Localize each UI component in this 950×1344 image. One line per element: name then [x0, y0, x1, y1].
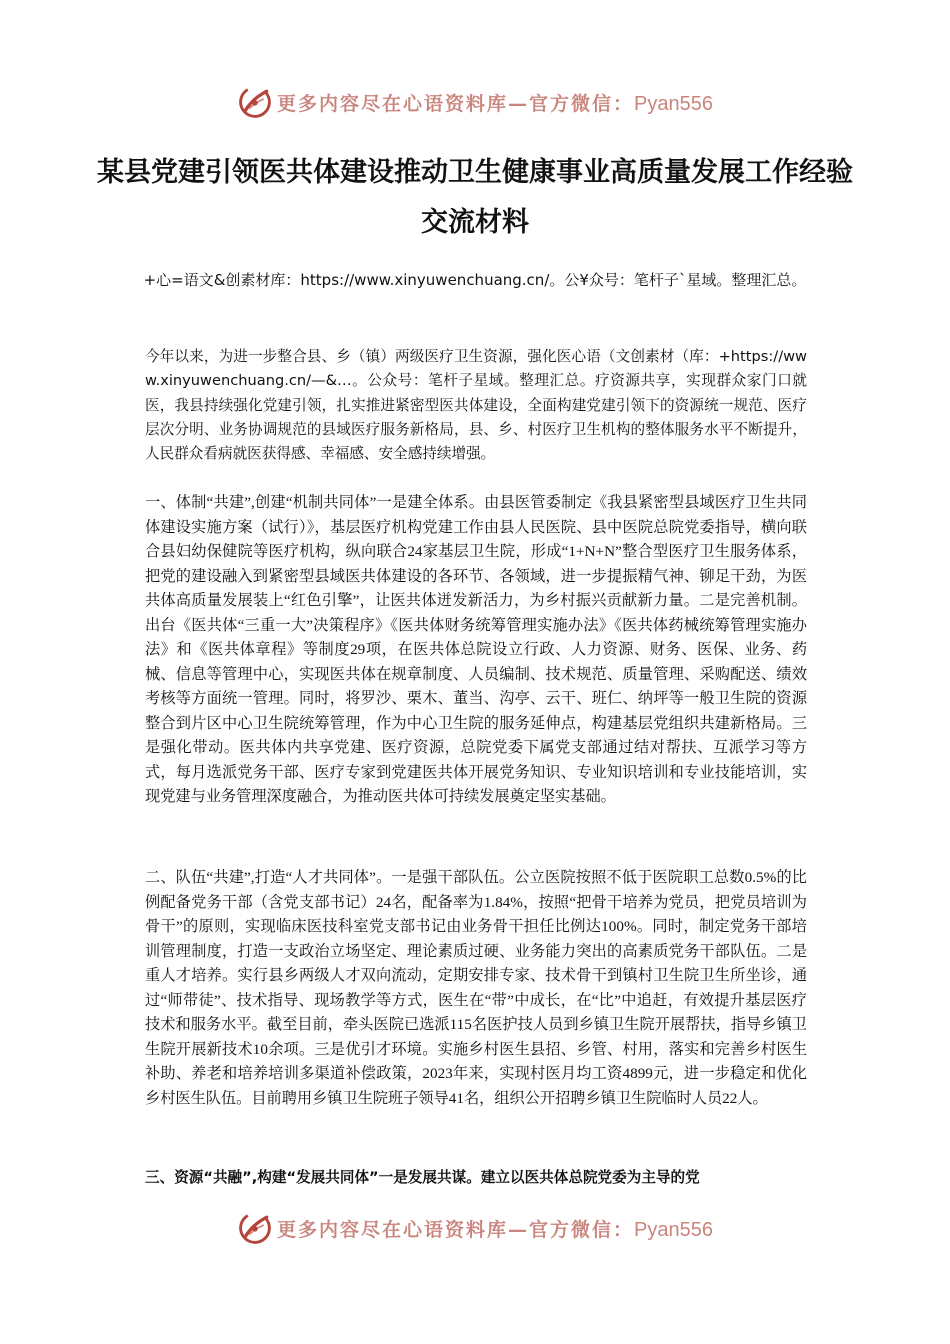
section-2-paragraph: 二、队伍“共建”,打造“人才共同体”。一是强干部队伍。公立医院按照不低于医院职工总数0.5%的比例配备党务干部（含党支部书记）24名，配备率为1.84%，按照“把骨干培养为党员，把党员培训为骨干”的原则，实现临床医技科室党支部书记由业务骨干担任比例达100%。同时，制定党务干部培训管理制度，打造一支政治立场坚定、理论素质过硬、业务能力突出的高素质党务干部队伍。二是重人才培养。实行县乡两级人才双向流动，定期安排专家、技术骨干到镇村卫生院卫生所坐诊，通过“师带徒”、技术指导、现场教学等方式，医生在“带”中成长，在“比”中追赶，有效提升基层医疗技术和服务水平。截至目前，牵头医院已选派115名医护技人员到乡镇卫生院开展帮扶，指导乡镇卫生院开展新技术10余项。三是优引才环境。实施乡村医生县招、乡管、村用，落实和完善乡村医生补助、养老和培养培训多渠道补偿政策，2023年来，实现村医月均工资4899元，进一步稳定和优化乡村医生队伍。目前聘用乡镇卫生院班子领导41名，组织公开招聘乡镇卫生院临时人员22人。 — [145, 869, 807, 1107]
banner-text-cn: 更多内容尽在心语资料库—官方微信： — [277, 1218, 635, 1241]
banner-content — [237, 1210, 713, 1246]
banner-wechat-id: Pyan556 — [634, 1218, 713, 1241]
banner-content — [237, 84, 713, 120]
swirl-logo-icon — [237, 84, 273, 120]
source-note: +心=语文&创素材库：https://www.xinyuwenchuang.cn/。公¥众号：笔杆子`星域。整理汇总。 — [143, 271, 807, 289]
document-title: 某县党建引领医共体建设推动卫生健康事业高质量发展工作经验交流材料 — [97, 157, 853, 238]
section-3-paragraph: 三、资源“共融”,构建“发展共同体”一是发展共谋。建立以医共体总院党委为主导的党 — [145, 1169, 700, 1186]
section-1-paragraph: 一、体制“共建”,创建“机制共同体”一是建全体系。由县医管委制定《我县紧密型县域医疗卫生共同体建设实施方案（试行）》，基层医疗机构党建工作由县人民医院、县中医院总院党委指导，横向联合县妇幼保健院等医疗机构，纵向联合24家基层卫生院，形成“1+N+N”整合型医疗卫生服务体系，把党的建设融入到紧密型县域医共体建设的各环节、各领域，进一步提振精气神、铆足干劲，为医共体高质量发展装上“红色引擎”，让医共体迸发新活力，为乡村振兴贡献新力量。二是完善机制。出台《医共体“三重一大”决策程序》《医共体财务统筹管理实施办法》《医共体药械统筹管理实施办法》和《医共体章程》等制度29项，在医共体总院设立行政、人力资源、财务、医保、业务、药械、信息等管理中心，实现医共体在规章制度、人员编制、技术规范、质量管理、采购配送、绩效考核等方面统一管理。同时，将罗沙、栗木、董当、沟亭、云干、班仁、纳坪等一般卫生院的资源整合到片区中心卫生院统筹管理，作为中心卫生院的服务延伸点，构建基层党组织共建新格局。三是强化带动。医共体内共享党建、医疗资源，总院党委下属党支部通过结对帮扶、互派学习等方式，每月选派党务干部、医疗专家到党建医共体开展党务知识、专业知识培训和专业技能培训，实现党建与业务管理深度融合，为推动医共体可持续发展奠定坚实基础。 — [145, 494, 807, 805]
intro-paragraph: 今年以来，为进一步整合县、乡（镇）两级医疗卫生资源，强化医心语（文创素材（库：+https://www.xinyuwenchuang.cn/—&…。公众号：笔杆子星域。整理汇总。疗资源共享，实现群众家门口就医，我县持续强化党建引领，扎实推进紧密型医共体建设，全面构建党建引领下的资源统一规范、医疗层次分明、业务协调规范的县域医疗服务新格局，县、乡、村医疗卫生机构的整体服务水平不断提升，人民群众看病就医获得感、幸福感、安全感持续增强。 — [145, 348, 807, 463]
footer-watermark-banner — [0, 1208, 950, 1248]
banner-text — [277, 89, 713, 116]
banner-wechat-id: Pyan556 — [634, 92, 713, 115]
header-watermark-banner — [0, 82, 950, 122]
banner-text-cn: 更多内容尽在心语资料库—官方微信： — [277, 92, 635, 115]
banner-text — [277, 1215, 713, 1242]
swirl-logo-icon — [237, 1210, 273, 1246]
